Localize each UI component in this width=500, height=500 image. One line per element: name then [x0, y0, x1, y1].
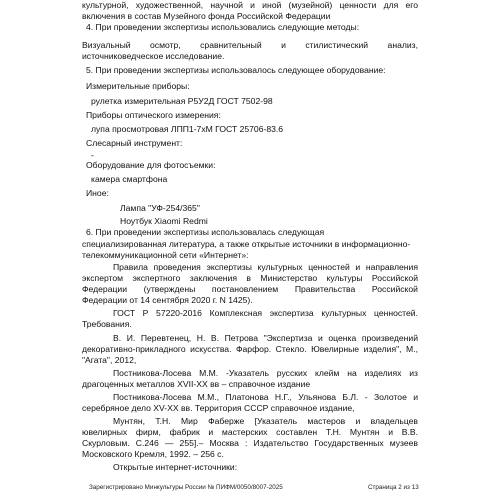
text-line: источниковедческое исследование.: [82, 51, 225, 61]
text-line: 6. При проведении экспертизы использовалась следующая: [86, 227, 325, 237]
text-line: драгоценных металлов XVII-XX вв – справочное издание: [82, 379, 311, 389]
text-line: телекоммуникационной сети «Интернет»:: [82, 250, 249, 260]
text-line: Визуальный осмотр, сравнительный и стилистический анализ,: [82, 40, 418, 50]
text-line: ювелирных фирм, фабрик и мастерских составлен Т.Н. Мунтян и В.В.: [82, 427, 418, 437]
text-line: Лампа "УФ-254/365": [120, 203, 200, 213]
text-line: Открытые интернет-источники:: [113, 462, 238, 472]
text-line: включения в состав Музейного фонда Российской Федерации: [82, 11, 331, 21]
text-line: лупа просмотровая ЛПП1-7хМ ГОСТ 25706-83.6: [91, 124, 284, 134]
text-line: Иное:: [86, 188, 109, 198]
text-line: ГОСТ Р 57220-2016 Комплексная экспертиза культурных ценностей.: [113, 308, 418, 318]
text-line: Скурловым. С.246 — 255].– Москва : Издательство Государственных музеев: [82, 438, 418, 448]
text-line: Слесарный инструмент:: [86, 138, 183, 148]
text-line: камера смартфона: [91, 174, 168, 184]
text-line: Оборудование для фотосъемки:: [86, 160, 216, 170]
text-line: -: [91, 150, 94, 160]
text-line: Мунтян, Т.Н. Мир Фаберже [Указатель мастеров и владельцев: [113, 416, 418, 426]
text-line: серебряное дело XV-XX вв. Территория СССР справочное издание,: [82, 403, 355, 413]
text-line: В. И. Перевтенец, Н. В. Петрова "Экспертиза и оценка произведений: [113, 333, 418, 343]
text-line: Федерации (утверждены постановлением Правительства Российской: [82, 284, 418, 294]
text-line: 4. При проведении экспертизы использовались следующие методы:: [86, 22, 360, 32]
text-line: декоративно-прикладного искусства. Фарфор. Стекло. Ювелирные изделия", М.,: [82, 344, 418, 354]
text-line: Федерации от 14 сентября 2020 г. N 1425).: [82, 295, 253, 305]
text-line: Правила проведения экспертизы культурных ценностей и направления: [113, 262, 418, 272]
footer-registration: Зарегистрировано Минкультуры России № ПИФМ/0050/8007-2025: [89, 484, 283, 491]
text-line: Ноутбук Xiaomi Redmi: [120, 216, 208, 226]
text-line: культурной, художественной, научной и иной (музейной) ценности для его: [82, 0, 418, 10]
text-line: Постникова-Лосева М.М., Платонова Н.Г., Ульянова Б.Л. - Золотое и: [113, 392, 418, 402]
text-line: рулетка измерительная Р5У2Д ГОСТ 7502-98: [91, 96, 273, 106]
text-line: Московского Кремля, 1992. – 256 с.: [82, 449, 224, 459]
text-line: Измерительные приборы:: [86, 81, 190, 91]
text-line: Приборы оптического измерения:: [86, 110, 221, 120]
text-line: Постникова-Лосева М.М. -Указатель русских клейм на изделиях из: [113, 368, 418, 378]
text-line: "Агата", 2012,: [82, 355, 137, 365]
text-line: 5. При проведении экспертизы использовалось следующее оборудование:: [86, 65, 386, 75]
footer-page-number: Страница 2 из 13: [368, 484, 419, 491]
text-line: специализированная литература, а также открытые источники в информационно-: [82, 239, 411, 249]
text-line: Требования.: [82, 319, 132, 329]
text-line: экспертом экспертного заключения в Министерство культуры Российской: [82, 273, 418, 283]
